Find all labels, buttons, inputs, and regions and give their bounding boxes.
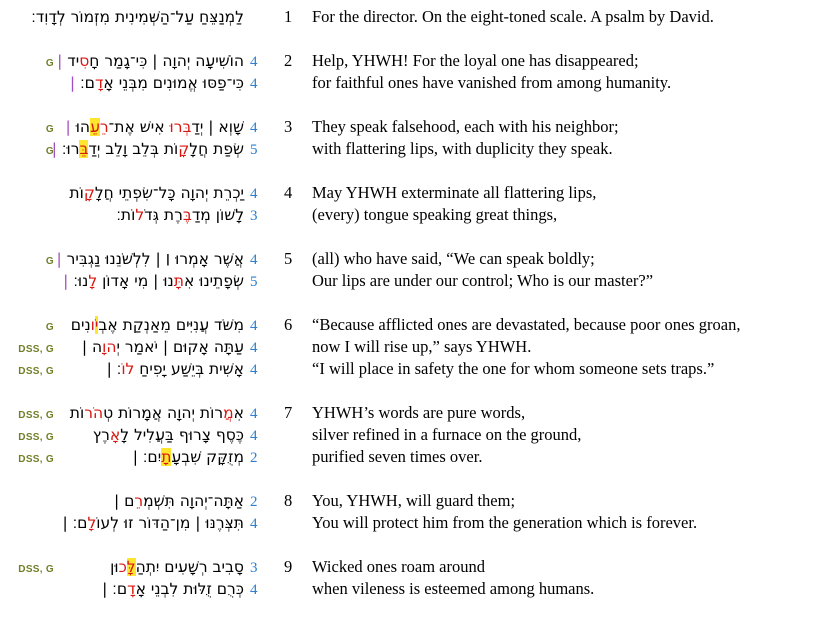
hebrew-text-segment: נוּ | מִי אָדוֹן bbox=[97, 272, 174, 290]
witness-sigla: DSS, G bbox=[18, 454, 54, 465]
english-line: (every) tongue speaking great things, bbox=[312, 205, 558, 224]
hebrew-text-segment: מְזֻקָּק שִׁבְעָ bbox=[171, 448, 244, 466]
verse-6-line-1 bbox=[0, 314, 821, 336]
verse-7-line-1 bbox=[0, 402, 821, 424]
verse-8-line-1 bbox=[0, 490, 821, 512]
hebrew-text-segment: וּן bbox=[110, 558, 119, 576]
verse-4-line-2 bbox=[0, 204, 821, 226]
hebrew-text-segment: לַמְנַצֵּחַ עַל־הַשְּׁמִינִית מִזְמוֹר לְדָוִד׃ bbox=[31, 8, 244, 26]
english-line: You will protect him from the generation which is forever. bbox=[312, 513, 698, 532]
hebrew-highlighted-letter: תָ bbox=[161, 448, 172, 466]
english-line: “I will place in safety the one for whom someone sets traps.” bbox=[312, 359, 715, 378]
verse-number: 1 bbox=[284, 7, 293, 26]
hebrew-text-segment: אָשִׁית בְּיֵשַׁע יָפִיחַ bbox=[134, 360, 244, 378]
hebrew-line bbox=[56, 314, 244, 336]
verse-number: 7 bbox=[284, 403, 293, 422]
hebrew-line bbox=[56, 358, 244, 380]
hebrew-red-letter: דָ bbox=[94, 74, 104, 92]
hebrew-text-segment: כֶּסֶף צָרוּף בַּעֲלִיל לָ bbox=[120, 426, 244, 444]
hebrew-line bbox=[56, 270, 244, 292]
syllable-count: 4 bbox=[250, 406, 258, 422]
hebrew-text-segment: רֶץ bbox=[92, 426, 110, 444]
syllable-count: 4 bbox=[250, 340, 258, 356]
hebrew-line bbox=[56, 72, 244, 94]
syllable-count: 5 bbox=[250, 274, 258, 290]
witness-sigla: G bbox=[45, 124, 54, 135]
english-line: now I will rise up,” says YHWH. bbox=[312, 337, 532, 356]
hebrew-text-segment: כְּרֻם זֻלּוּת לִבְנֵי אָ bbox=[135, 580, 244, 598]
hebrew-text-segment: וֹת bbox=[69, 404, 85, 422]
english-line: YHWH’s words are pure words, bbox=[312, 403, 526, 422]
witness-sigla: DSS, G bbox=[18, 432, 54, 443]
hebrew-red-letter: דָ bbox=[127, 580, 136, 598]
hebrew-text-segment: שְׂפַת חֲלָ bbox=[189, 140, 244, 158]
verse-6-line-2 bbox=[0, 336, 821, 358]
verse-1-line-1 bbox=[0, 6, 821, 28]
hebrew-text-segment: יַכְרֵת יְהוָה כָּל־שִׂפְתֵי חֲלָ bbox=[94, 184, 244, 202]
witness-sigla: G bbox=[45, 256, 54, 267]
syllable-count: 4 bbox=[250, 582, 258, 598]
verse-block-6 bbox=[0, 314, 821, 380]
syllable-count: 4 bbox=[250, 362, 258, 378]
hebrew-red-letter: ל bbox=[135, 206, 145, 224]
english-line: purified seven times over. bbox=[312, 447, 483, 466]
verse-block-8 bbox=[0, 490, 821, 534]
syllable-count: 4 bbox=[250, 186, 258, 202]
witness-sigla: DSS, G bbox=[18, 564, 54, 575]
syllable-count: 3 bbox=[250, 208, 258, 224]
verse-2-line-1 bbox=[0, 50, 821, 72]
line-divider-pipe: | bbox=[56, 250, 62, 268]
hebrew-line bbox=[56, 116, 244, 138]
verse-number: 4 bbox=[284, 183, 293, 202]
english-line: for faithful ones have vanished from among humanity. bbox=[312, 73, 672, 92]
line-divider-pipe: | bbox=[65, 118, 71, 136]
hebrew-red-letter: רֵ bbox=[99, 118, 109, 136]
hebrew-red-letter: קָ bbox=[178, 140, 190, 158]
hebrew-red-letter: לָ bbox=[88, 272, 98, 290]
hebrew-text-segment: ם | bbox=[113, 492, 135, 510]
syllable-count: 4 bbox=[250, 252, 258, 268]
hebrew-text-segment: רוֹת יְהוָה אֲמָרוֹת טְ bbox=[103, 404, 224, 422]
english-line: when vileness is esteemed among humans. bbox=[312, 579, 595, 598]
verse-number: 5 bbox=[284, 249, 293, 268]
hebrew-line bbox=[56, 402, 244, 424]
hebrew-highlighted-letter: לָּ bbox=[126, 558, 136, 576]
hebrew-red-letter: לוֹ bbox=[121, 360, 135, 378]
hebrew-line bbox=[31, 6, 244, 28]
hebrew-text-segment: וֹת בְּלֵב וָלֵב יְדַ bbox=[88, 140, 179, 158]
verse-block-9 bbox=[0, 556, 821, 600]
hebrew-text-segment: ה | bbox=[81, 338, 103, 356]
witness-sigla: G bbox=[45, 322, 54, 333]
hebrew-text-segment: נִים bbox=[70, 316, 91, 334]
hebrew-line bbox=[51, 138, 244, 160]
hebrew-red-letter: הוָ bbox=[102, 338, 117, 356]
syllable-count: 4 bbox=[250, 54, 258, 70]
hebrew-text-segment: אִישׁ אֶת־ bbox=[108, 118, 170, 136]
hebrew-red-letter: סִ bbox=[79, 52, 90, 70]
hebrew-line bbox=[56, 556, 244, 578]
verse-4-line-1 bbox=[0, 182, 821, 204]
verse-number: 2 bbox=[284, 51, 293, 70]
hebrew-highlighted-letter: יֹ bbox=[94, 316, 99, 334]
hebrew-text-segment: ם׃ bbox=[75, 74, 95, 92]
witness-sigla: G bbox=[45, 58, 54, 69]
verse-9-line-1 bbox=[0, 556, 821, 578]
hebrew-text-segment: כִּי־פַסּוּ אֱמוּנִים מִבְּנֵי אָ bbox=[103, 74, 244, 92]
hebrew-highlighted-letter: עֵ bbox=[90, 118, 100, 136]
witness-sigla: DSS, G bbox=[18, 410, 54, 421]
verse-9-line-2 bbox=[0, 578, 821, 600]
verse-7-line-3 bbox=[0, 446, 821, 468]
hebrew-line bbox=[56, 248, 244, 270]
english-line: Help, YHWH! For the loyal one has disappeared; bbox=[312, 51, 639, 70]
hebrew-red-letter: מֲ bbox=[223, 404, 234, 422]
verse-block-2 bbox=[0, 50, 821, 94]
verse-number: 6 bbox=[284, 315, 293, 334]
syllable-count: 5 bbox=[250, 142, 258, 158]
hebrew-text-segment: מִשֹּׁד עֲנִיִּים מֵאַנְקַת אֶבְ bbox=[98, 316, 244, 334]
witness-sigla: DSS, G bbox=[18, 344, 54, 355]
english-line: May YHWH exterminate all flattering lips, bbox=[312, 183, 597, 202]
hebrew-text-segment: שָׁוְא | יְדַ bbox=[191, 118, 244, 136]
hebrew-red-letter: כ bbox=[118, 558, 127, 576]
verse-number: 8 bbox=[284, 491, 293, 510]
verse-3-line-2 bbox=[0, 138, 821, 160]
hebrew-text-segment: אִ bbox=[233, 404, 244, 422]
english-line: You, YHWH, will guard them; bbox=[312, 491, 516, 510]
hebrew-red-letter: בְּרוּ bbox=[169, 118, 192, 136]
hebrew-text-segment: עַתָּה אָקוּם | יֹאמַר יְ bbox=[116, 338, 244, 356]
witness-sigla: DSS, G bbox=[18, 366, 54, 377]
verse-block-3 bbox=[0, 116, 821, 160]
hebrew-text-segment: וֹת bbox=[69, 184, 84, 202]
hebrew-text-segment: רֶת גְּדֹ bbox=[144, 206, 183, 224]
english-line: Our lips are under our control; Who is our master?” bbox=[312, 271, 654, 290]
hebrew-text-segment: יד bbox=[62, 52, 80, 70]
hebrew-text-segment: תִּצְּרֶנּוּ | מִן־הַדּוֹר זוּ לְעוֹ bbox=[96, 514, 244, 532]
english-line: They speak falsehood, each with his neighbor; bbox=[312, 117, 619, 136]
english-line: “Because afflicted ones are devastated, because poor ones groan, bbox=[312, 315, 741, 334]
verse-8-line-2 bbox=[0, 512, 821, 534]
verses-container bbox=[0, 6, 821, 600]
hebrew-text-segment: סָבִיב רְשָׁעִים יִתְהַ bbox=[135, 558, 244, 576]
line-divider-pipe: | bbox=[69, 74, 76, 92]
hebrew-text-segment: אַתָּה־יְהוָה תִּשְׁמְ bbox=[143, 492, 244, 510]
verse-block-1 bbox=[0, 6, 821, 28]
hebrew-red-letter: רֵ bbox=[134, 492, 144, 510]
line-divider-pipe: | bbox=[51, 140, 57, 158]
hebrew-text-segment: יִם׃ | bbox=[132, 448, 162, 466]
verse-block-5 bbox=[0, 248, 821, 292]
hebrew-red-letter: קָ bbox=[83, 184, 95, 202]
hebrew-line bbox=[56, 446, 244, 468]
hebrew-line bbox=[56, 204, 244, 226]
syllable-count: 2 bbox=[250, 450, 258, 466]
witness-sigla: G bbox=[45, 146, 54, 157]
hebrew-text-segment: ם׃ | bbox=[62, 514, 88, 532]
verse-number: 3 bbox=[284, 117, 293, 136]
syllable-count: 4 bbox=[250, 318, 258, 334]
hebrew-line bbox=[56, 336, 244, 358]
hebrew-red-letter: הֹר bbox=[84, 404, 104, 422]
verse-5-line-1 bbox=[0, 248, 821, 270]
hebrew-text-segment: לָשׁוֹן מְדַ bbox=[191, 206, 244, 224]
verse-number: 9 bbox=[284, 557, 293, 576]
hebrew-line bbox=[56, 512, 244, 534]
syllable-count: 4 bbox=[250, 120, 258, 136]
hebrew-red-letter: ו bbox=[90, 316, 95, 334]
hebrew-line bbox=[56, 578, 244, 600]
hebrew-line bbox=[56, 490, 244, 512]
verse-7-line-2 bbox=[0, 424, 821, 446]
hebrew-text-segment: נוּ׃ bbox=[68, 272, 89, 290]
hebrew-text-segment: וֹת׃ bbox=[116, 206, 136, 224]
english-line: For the director. On the eight-toned scale. A psalm by David. bbox=[312, 7, 714, 26]
hebrew-red-letter: לָ bbox=[87, 514, 97, 532]
syllable-count: 3 bbox=[250, 560, 258, 576]
line-divider-pipe: | bbox=[63, 272, 69, 290]
hebrew-red-letter: בֶּ bbox=[182, 206, 192, 224]
hebrew-line bbox=[56, 424, 244, 446]
hebrew-text-segment: ם׃ | bbox=[102, 580, 128, 598]
hebrew-text-segment: הוּ bbox=[70, 118, 91, 136]
hebrew-red-letter: תָּ bbox=[173, 272, 184, 290]
verse-block-7 bbox=[0, 402, 821, 468]
verse-6-line-3 bbox=[0, 358, 821, 380]
english-line: Wicked ones roam around bbox=[312, 557, 485, 576]
hebrew-text-segment: שְׂפָתֵינוּ אִ bbox=[183, 272, 244, 290]
hebrew-text-segment: רוּ׃ bbox=[56, 140, 80, 158]
line-divider-pipe: | bbox=[57, 52, 63, 70]
syllable-count: 2 bbox=[250, 494, 258, 510]
hebrew-text-segment: אֲשֶׁר אָמְרוּ ׀ | לִלְשֹׁנֵנוּ נַגְבִּיר bbox=[61, 250, 244, 268]
verse-2-line-2 bbox=[0, 72, 821, 94]
verse-3-line-1 bbox=[0, 116, 821, 138]
verse-block-4 bbox=[0, 182, 821, 226]
hebrew-red-letter: אָ bbox=[109, 426, 121, 444]
hebrew-highlighted-letter: בֵּ bbox=[79, 140, 89, 158]
hebrew-line bbox=[56, 182, 244, 204]
verse-5-line-2 bbox=[0, 270, 821, 292]
hebrew-text-segment: ׃ | bbox=[106, 360, 122, 378]
english-line: with flattering lips, with duplicity they speak. bbox=[312, 139, 613, 158]
english-line: silver refined in a furnace on the ground, bbox=[312, 425, 582, 444]
hebrew-line bbox=[56, 50, 244, 72]
syllable-count: 4 bbox=[250, 76, 258, 92]
hebrew-text-segment: הוֹשִׁיעָה יְהוָה | כִּי־גָמַר חָ bbox=[89, 52, 244, 70]
syllable-count: 4 bbox=[250, 516, 258, 532]
english-line: (all) who have said, “We can speak boldly; bbox=[312, 249, 595, 268]
syllable-count: 4 bbox=[250, 428, 258, 444]
